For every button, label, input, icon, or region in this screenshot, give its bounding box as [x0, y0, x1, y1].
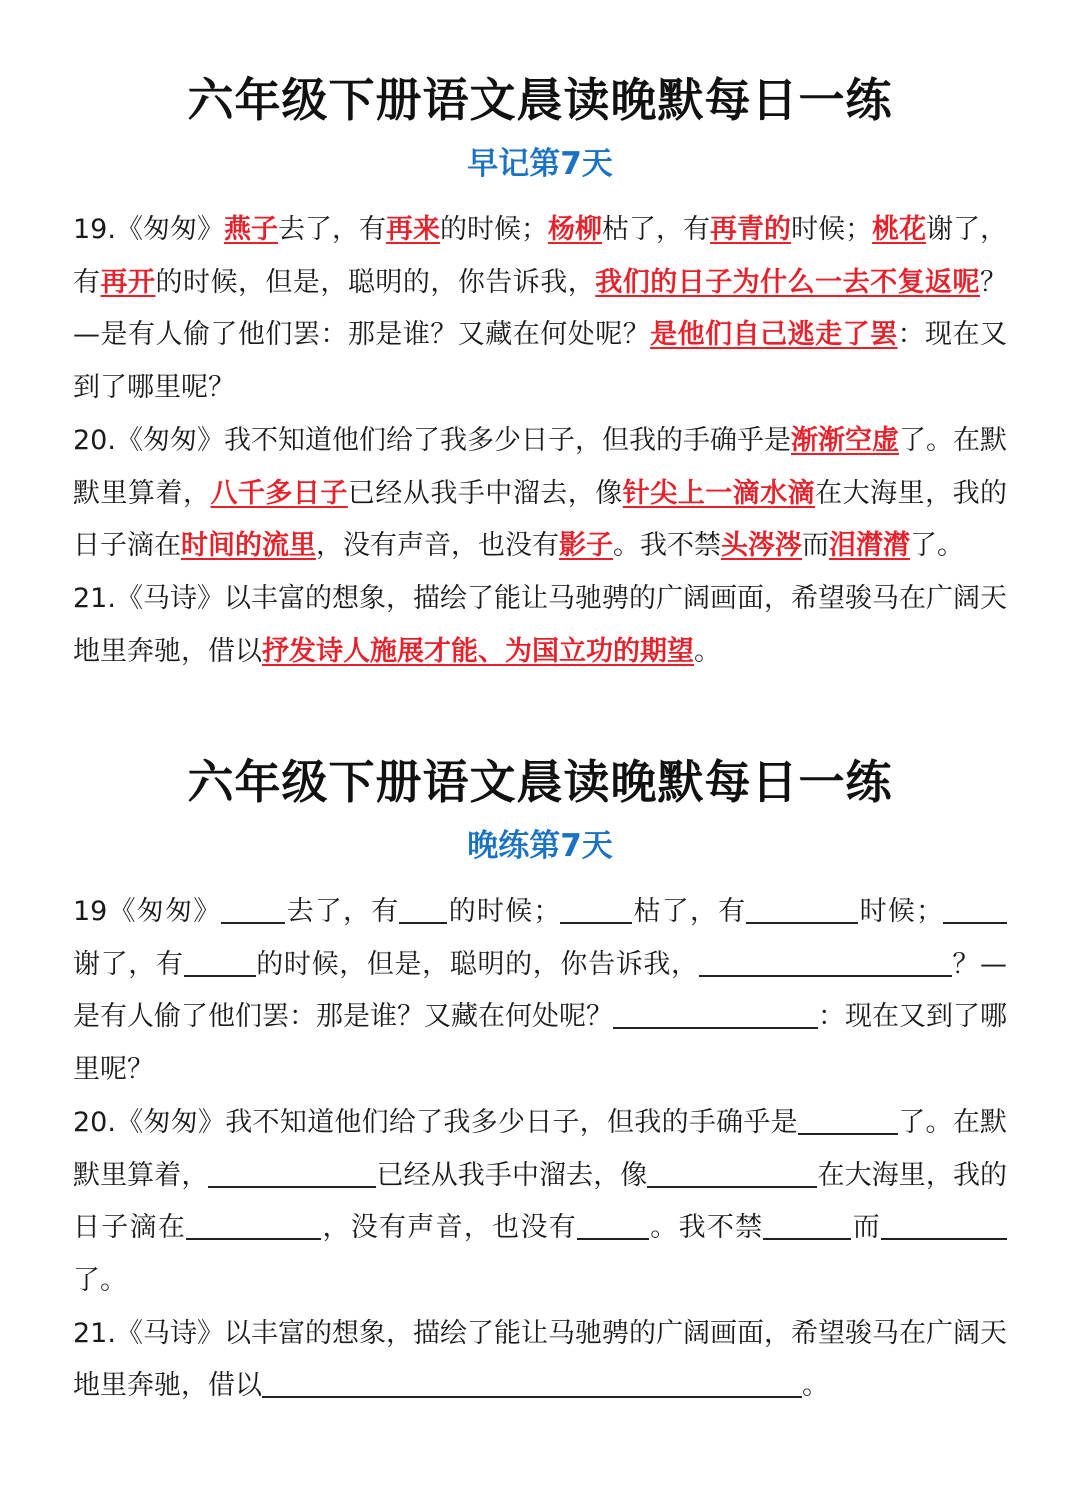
morning-title: 六年级下册语文晨读晚默每日一练 — [187, 73, 893, 127]
text: 。我不禁 — [613, 530, 721, 562]
text: 已经从我手中溜去，像 — [376, 1159, 648, 1191]
blank-field[interactable] — [221, 892, 285, 924]
text: 里，我的日子滴在 — [73, 1159, 1008, 1244]
text: 19.《匆匆》 — [73, 214, 224, 245]
blank-field[interactable] — [208, 1156, 376, 1188]
text: 谢了，有 — [73, 214, 1008, 298]
text: ：现在又到了哪里呢？ — [73, 319, 1008, 404]
text: 在大海 — [817, 1159, 899, 1191]
blank-field[interactable] — [577, 1208, 649, 1240]
blank-field[interactable] — [262, 1366, 802, 1398]
evening-question-21 — [73, 1308, 1007, 1413]
answer: 影子 — [559, 530, 613, 562]
evening-title: 六年级下册语文晨读晚默每日一练 — [187, 755, 893, 809]
text: 的时候； — [440, 214, 549, 245]
text: 20.《匆匆》我不知道他们给了我多少日子，但我的手确乎是 — [73, 424, 791, 456]
blank-field[interactable] — [943, 892, 1007, 924]
text: 了。在默默里算着， — [73, 424, 1008, 509]
text: 的时候，但是，聪明的，你告诉我， — [255, 948, 699, 980]
text: 现在又到了哪里呢？ — [73, 1001, 1007, 1086]
answer: 是他们自己逃走了罢 — [650, 319, 898, 351]
blank-field[interactable] — [647, 1156, 817, 1188]
answer: 燕子 — [223, 214, 278, 245]
answer: 头涔涔 — [721, 530, 802, 562]
answer: 渐渐空虚 — [790, 424, 899, 456]
text: 在大海里，我的日子滴在 — [73, 477, 1008, 562]
text: 枯了，有 — [602, 214, 711, 245]
evening-question-20 — [73, 1097, 1007, 1308]
text: 。 — [694, 635, 721, 667]
answer: 再青的 — [710, 214, 792, 245]
blank-field[interactable] — [746, 892, 858, 924]
blank-field[interactable] — [613, 997, 818, 1029]
morning-content — [73, 204, 1007, 678]
text: 时候； — [858, 896, 944, 927]
text: 。我不禁 — [649, 1212, 764, 1244]
text: 了。 — [73, 1264, 127, 1296]
text: 的时候，但是，聪明的，你告诉我， — [155, 266, 596, 298]
blank-field[interactable] — [798, 1103, 898, 1135]
evening-content — [73, 886, 1007, 1413]
text: 广阔天地里奔驰，借以 — [73, 1317, 1007, 1402]
text: 谢了，有 — [73, 948, 184, 980]
text: 已经从我手中溜去，像 — [347, 477, 623, 509]
text: ，没有声音，也没有 — [316, 530, 559, 562]
text: ？—是有人偷了他们罢：那是谁？又藏在何处呢？ — [73, 948, 1008, 1033]
text: 的时候； — [447, 896, 561, 927]
blank-field[interactable] — [184, 945, 256, 977]
morning-subtitle: 早记第7天 — [467, 146, 613, 182]
answer: 再来 — [385, 214, 440, 245]
text: 20.《匆匆》我不知道他们给了我多少日子，但我的手确乎是 — [73, 1106, 798, 1138]
blank-field[interactable] — [399, 892, 447, 924]
text: 19《匆匆》 — [73, 896, 222, 927]
text: ，没有声音，也没有 — [321, 1212, 578, 1244]
text: 时候； — [791, 214, 873, 245]
text: 枯了，有 — [632, 896, 747, 927]
text: 在默默里算着， — [73, 1106, 1008, 1191]
text: 而 — [802, 530, 829, 562]
blank-field[interactable] — [560, 892, 632, 924]
text: ？—是有人偷了他们罢：那是谁？又藏在何处呢？ — [73, 266, 1008, 351]
evening-subtitle: 晚练第7天 — [467, 828, 613, 864]
blank-field[interactable] — [699, 945, 904, 977]
answer: 八千多日子 — [210, 477, 348, 509]
text: 21.《马诗》以丰富的想象，描绘了能让马驰骋的广阔画面，希望骏马在 — [73, 1317, 926, 1349]
text: 了。 — [897, 1106, 953, 1138]
answer: 抒发诗人施展才能、为国立功的期望 — [262, 635, 694, 667]
answer: 桃花 — [872, 214, 927, 245]
text: 。 — [802, 1370, 829, 1402]
blank-field[interactable] — [186, 1208, 321, 1240]
text: ： — [818, 1001, 845, 1033]
answer: 再开 — [100, 266, 156, 298]
blank-field[interactable] — [881, 1208, 1007, 1240]
text: 去了，有 — [277, 214, 386, 245]
answer: 针尖上一滴水滴 — [622, 477, 816, 509]
blank-field[interactable] — [904, 945, 952, 977]
morning-question-20 — [73, 415, 1007, 573]
answer: 杨柳 — [548, 214, 603, 245]
text: 去了，有 — [285, 896, 400, 927]
text: 21.《马诗》以丰富的想象，描绘了能让马驰骋的广阔画面，希望骏马在广阔天地里奔驰，借以 — [73, 582, 1007, 667]
text: 了。 — [910, 530, 964, 562]
answer: 泪潸潸 — [829, 530, 910, 562]
blank-field[interactable] — [763, 1208, 851, 1240]
morning-question-19 — [73, 204, 1007, 415]
answer: 时间的流里 — [181, 530, 316, 562]
evening-question-19 — [73, 886, 1007, 1097]
morning-question-21 — [73, 573, 1007, 678]
text: 而 — [851, 1212, 882, 1244]
answer: 我们的日子为什么一去不复返呢 — [595, 266, 981, 298]
